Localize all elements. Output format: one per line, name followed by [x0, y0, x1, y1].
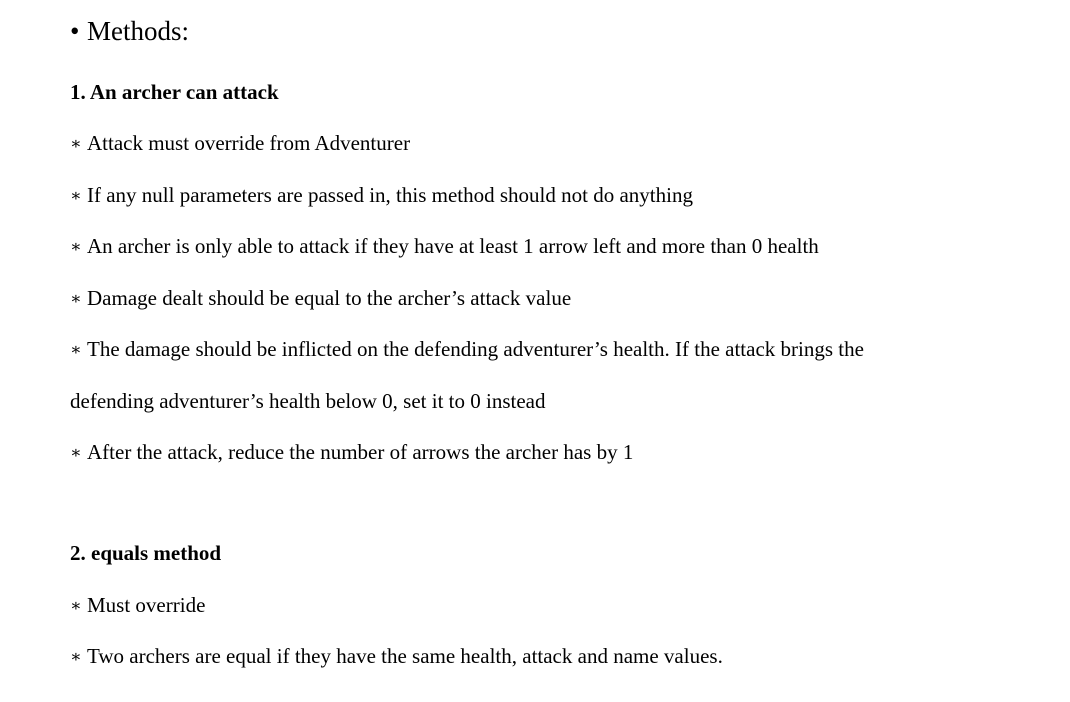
star-bullet-icon: ∗: [70, 340, 82, 359]
section-1-item-text: Attack must override from Adventurer: [87, 131, 411, 155]
section-1-item: [70, 234, 819, 259]
section-2-title: 2. equals method: [70, 541, 222, 565]
section-1-item: [70, 183, 693, 208]
section-1-item: [70, 131, 410, 156]
heading-bullet: •: [70, 16, 80, 46]
section-1-item-text: Damage dealt should be equal to the archer’s attack value: [87, 286, 572, 310]
section-1-item: [70, 440, 633, 465]
section-1-item: [70, 337, 864, 362]
methods-heading-text: Methods:: [87, 16, 190, 46]
star-bullet-icon: ∗: [70, 237, 82, 256]
section-2-item: [70, 644, 723, 669]
methods-heading: [70, 16, 189, 46]
section-1-item: [70, 286, 571, 311]
section-1-item-text: If any null parameters are passed in, this method should not do anything: [87, 183, 693, 207]
section-1-item-text: An archer is only able to attack if they have at least 1 arrow left and more than 0 health: [87, 234, 819, 258]
star-bullet-icon: ∗: [70, 289, 82, 308]
section-2-item-text: Two archers are equal if they have the same health, attack and name values.: [87, 644, 723, 668]
star-bullet-icon: ∗: [70, 134, 82, 153]
star-bullet-icon: ∗: [70, 443, 82, 462]
section-1-item-continuation: defending adventurer’s health below 0, set it to 0 instead: [70, 389, 546, 413]
section-1-item-text: The damage should be inflicted on the defending adventurer’s health. If the attack brings the: [87, 337, 864, 361]
section-2-item-text: Must override: [87, 593, 206, 617]
star-bullet-icon: ∗: [70, 186, 82, 205]
section-1-item-text: After the attack, reduce the number of arrows the archer has by 1: [87, 440, 634, 464]
section-1-title: 1. An archer can attack: [70, 80, 279, 104]
section-2-item: [70, 593, 205, 618]
star-bullet-icon: ∗: [70, 647, 82, 666]
star-bullet-icon: ∗: [70, 596, 82, 615]
